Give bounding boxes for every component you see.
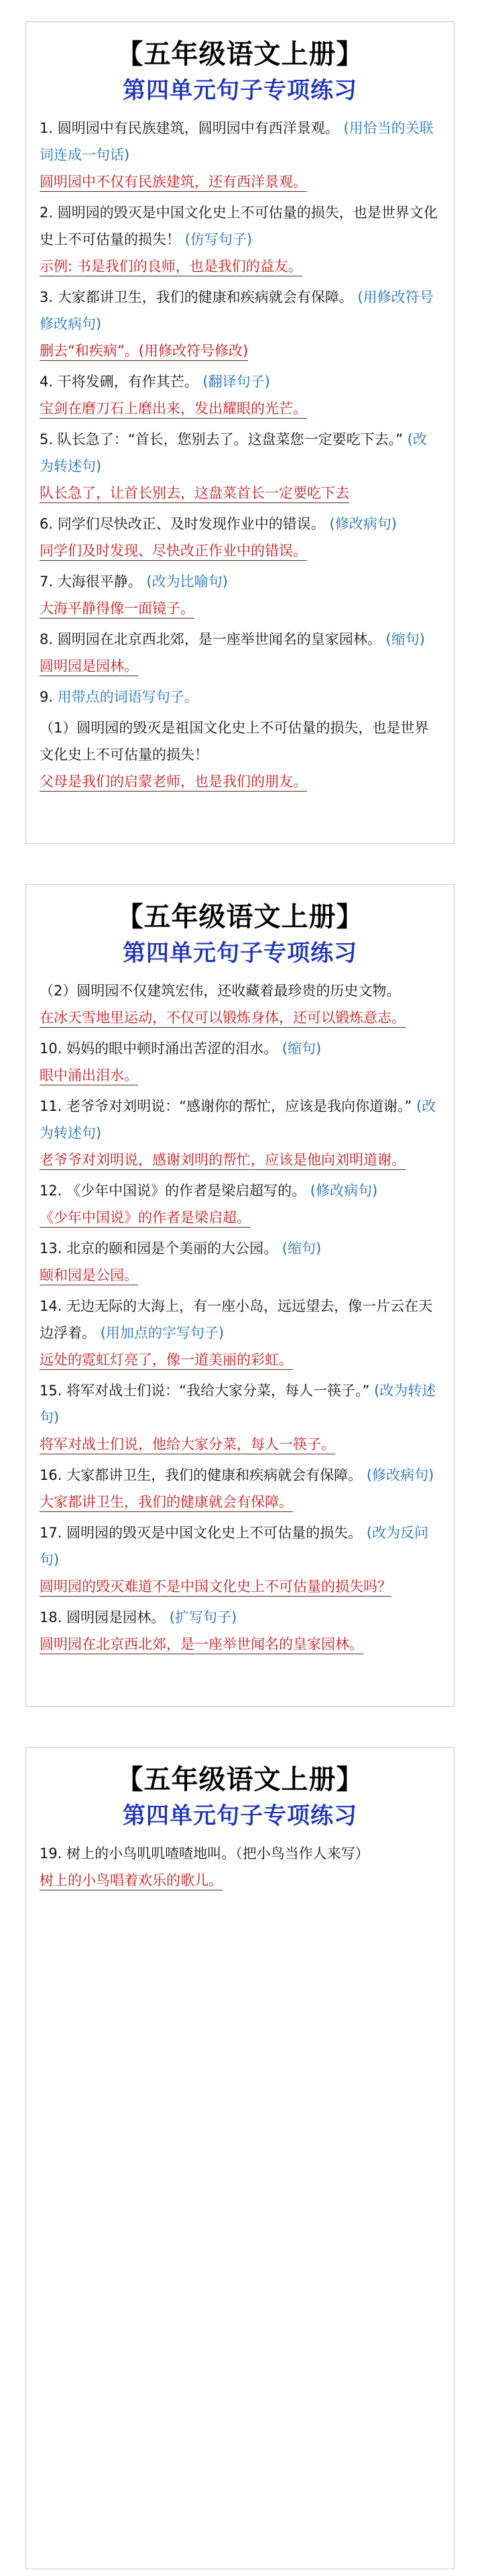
instruction-hint: (修改病句) (366, 1467, 434, 1483)
exercise-item (40, 977, 440, 1031)
page-subtitle: 第四单元句子专项练习 (123, 1803, 357, 1829)
answer-sentence: 圆明园是园林。 (40, 658, 138, 676)
question-text (40, 368, 440, 395)
answer-text (40, 337, 440, 364)
question-text (40, 1235, 440, 1262)
exercise-item (40, 368, 440, 422)
instruction-hint: (翻译句子) (202, 374, 270, 390)
exercise-item (40, 626, 440, 680)
question-text (40, 1035, 440, 1062)
answer-sentence: 眼中涌出泪水。 (40, 1067, 138, 1085)
answer-sentence: 《少年中国说》的作者是梁启超。 (40, 1210, 251, 1228)
question-sentence: 4. 干将发硎，有作其芒。 (40, 374, 198, 390)
question-sentence: 7. 大海很平静。 (40, 574, 142, 590)
answer-text (40, 1867, 440, 1894)
answer-sentence: 将军对战士们说，他给大家分菜，每人一筷子。 (40, 1436, 335, 1454)
question-text (40, 284, 440, 337)
question-text (40, 511, 440, 537)
instruction-hint: (缩句) (282, 1040, 322, 1057)
question-text (40, 1519, 440, 1573)
exercise-item (40, 684, 440, 710)
question-sentence: 16. 大家都讲卫生，我们的健康和疾病就会有保障。 (40, 1467, 363, 1483)
answer-sentence: 在冰天雪地里运动，不仅可以锻炼身体，还可以锻炼意志。 (40, 1010, 406, 1028)
question-sentence: 1. 圆明园中有民族建筑，圆明园中有西洋景观。 (40, 120, 339, 136)
question-sentence: 14. 无边无际的大海上，有一座小岛，远远望去，像一片云在天边浮着。 (40, 1298, 433, 1341)
answer-sentence: 大海平静得像一面镜子。 (40, 600, 194, 619)
question-text (40, 426, 440, 480)
answer-text (40, 1204, 440, 1231)
question-sentence: （1）圆明园的毁灭是祖国文化史上不可估量的损失，也是世界文化史上不可估量的损失！ (40, 720, 429, 763)
question-sentence: 13. 北京的颐和园是个美丽的大公园。 (40, 1240, 278, 1256)
answer-text (40, 480, 440, 506)
answer-text (40, 1062, 440, 1089)
question-sentence: 9. (40, 689, 54, 705)
exercise-item (40, 1035, 440, 1089)
answer-text (40, 1431, 440, 1458)
instruction-hint: (用恰当的关联词连成一句话) (40, 120, 434, 163)
answer-sentence: 圆明园的毁灭难道不是中国文化史上不可估量的损失吗？ (40, 1578, 391, 1597)
question-sentence: （2）圆明园不仅建筑宏伟，还收藏着最珍贵的历史文物。 (40, 983, 401, 999)
question-text (40, 1377, 440, 1431)
question-text (40, 714, 440, 768)
exercise-item (40, 1377, 440, 1458)
question-sentence: 17. 圆明园的毁灭是中国文化史上不可估量的损失。 (40, 1525, 363, 1541)
exercise-item (40, 115, 440, 195)
exercise-item (40, 1462, 440, 1515)
worksheet-page-1 (25, 21, 455, 844)
exercise-item (40, 511, 440, 564)
instruction-hint: (缩句) (282, 1240, 322, 1256)
answer-sentence: 树上的小鸟唱着欢乐的歌儿。 (40, 1872, 223, 1890)
answer-text (40, 768, 440, 795)
answer-sentence: 同学们及时发现、尽快改正作业中的错误。 (40, 543, 307, 561)
question-text (40, 568, 440, 595)
worksheet-page-2 (25, 884, 455, 1707)
page-subtitle: 第四单元句子专项练习 (123, 77, 357, 104)
answer-text (40, 1004, 440, 1031)
answer-text (40, 1346, 440, 1373)
question-text (40, 1604, 440, 1631)
page-title: 【五年级语文上册】 (116, 901, 364, 932)
answer-sentence: 宝剑在磨刀石上磨出来，发出耀眼的光芒。 (40, 400, 307, 419)
question-sentence: 12. 《少年中国说》的作者是梁启超写的。 (40, 1183, 306, 1199)
answer-sentence: 大家都讲卫生，我们的健康就会有保障。 (40, 1494, 293, 1512)
question-text (40, 626, 440, 653)
page-subtitle: 第四单元句子专项练习 (123, 940, 357, 967)
instruction-hint: (用修改符号修改病句) (40, 289, 434, 332)
answer-sentence: 父母是我们的启蒙老师，也是我们的朋友。 (40, 773, 307, 792)
question-sentence: 3. 大家都讲卫生，我们的健康和疾病就会有保障。 (40, 289, 353, 305)
exercise-item (40, 199, 440, 280)
question-text (40, 1093, 440, 1146)
exercise-item (40, 284, 440, 364)
answer-text (40, 1573, 440, 1600)
question-sentence: 6. 同学们尽快改正、及时发现作业中的错误。 (40, 516, 325, 532)
exercise-item (40, 714, 440, 795)
instruction-hint: (改为转述句) (40, 1383, 436, 1426)
exercise-item (40, 1293, 440, 1373)
answer-text (40, 168, 440, 195)
answer-sentence: 圆明园中不仅有民族建筑，还有西洋景观。 (40, 174, 307, 192)
exercise-item (40, 1093, 440, 1173)
instruction-hint: (用加点的字写句子) (100, 1325, 225, 1341)
answer-sentence: 删去“和疾病”。(用修改符号修改) (40, 343, 248, 361)
question-text (40, 1462, 440, 1489)
answer-text (40, 653, 440, 680)
answer-text (40, 1631, 440, 1658)
answer-sentence: 示例: 书是我们的良师，也是我们的益友。 (40, 258, 302, 276)
page-title: 【五年级语文上册】 (116, 38, 364, 70)
question-sentence: 15. 将军对战士们说：“我给大家分菜，每人一筷子。” (40, 1383, 370, 1399)
question-text (40, 1840, 440, 1867)
question-sentence: 19. 树上的小鸟叽叽喳喳地叫。（把小鸟当作人来写） (40, 1845, 369, 1862)
answer-text (40, 1489, 440, 1515)
instruction-hint: (修改病句) (310, 1183, 378, 1199)
instruction-hint: (扩写句子) (169, 1609, 237, 1625)
answer-text (40, 595, 440, 622)
answer-text (40, 537, 440, 564)
exercise-item (40, 1519, 440, 1600)
question-text (40, 1177, 440, 1204)
exercise-item (40, 1840, 440, 1894)
answer-text (40, 395, 440, 422)
question-sentence: 8. 圆明园在北京西北郊，是一座举世闻名的皇家园林。 (40, 631, 381, 647)
instruction-hint: (仿写句子) (184, 231, 253, 248)
answer-sentence: 颐和园是公园。 (40, 1267, 138, 1285)
question-text (40, 115, 440, 168)
instruction-hint: (改为反问句) (40, 1525, 428, 1568)
question-sentence: 18. 圆明园是园林。 (40, 1609, 166, 1625)
question-text (40, 199, 440, 253)
question-sentence: 11. 老爷爷对刘明说：“感谢你的帮忙，应该是我向你道谢。” (40, 1098, 412, 1114)
instruction-hint: 用带点的词语写句子。 (57, 689, 198, 705)
instruction-hint: (缩句) (385, 631, 425, 647)
question-text (40, 977, 440, 1004)
answer-sentence: 圆明园在北京西北郊，是一座举世闻名的皇家园林。 (40, 1636, 363, 1654)
exercise-item (40, 426, 440, 506)
instruction-hint: (改为比喻句) (146, 574, 228, 590)
answer-text (40, 1146, 440, 1173)
answer-sentence: 远处的霓虹灯亮了，像一道美丽的彩虹。 (40, 1352, 293, 1370)
question-text (40, 684, 440, 710)
worksheet-page-3 (25, 1747, 455, 2569)
question-sentence: 10. 妈妈的眼中顿时涌出苦涩的泪水。 (40, 1040, 278, 1057)
question-text (40, 1293, 440, 1346)
exercise-item (40, 1177, 440, 1231)
question-sentence: 2. 圆明园的毁灭是中国文化史上不可估量的损失，也是世界文化史上不可估量的损失！ (40, 205, 438, 248)
exercise-item (40, 568, 440, 622)
instruction-hint: (改为转述句) (40, 431, 427, 474)
answer-sentence: 老爷爷对刘明说，感谢刘明的帮忙，应该是他向刘明道谢。 (40, 1152, 406, 1170)
answer-text (40, 1262, 440, 1289)
answer-sentence: 队长急了，让首长别去，这盘菜首长一定要吃下去 (40, 485, 349, 503)
answer-text (40, 253, 440, 280)
exercise-item (40, 1235, 440, 1289)
question-sentence: 5. 队长急了：“首长，您别去了。这盘菜您一定要吃下去。” (40, 431, 403, 447)
instruction-hint: (修改病句) (329, 516, 397, 532)
exercise-item (40, 1604, 440, 1658)
page-title: 【五年级语文上册】 (116, 1764, 364, 1795)
instruction-hint: (改为转述句) (40, 1098, 436, 1141)
